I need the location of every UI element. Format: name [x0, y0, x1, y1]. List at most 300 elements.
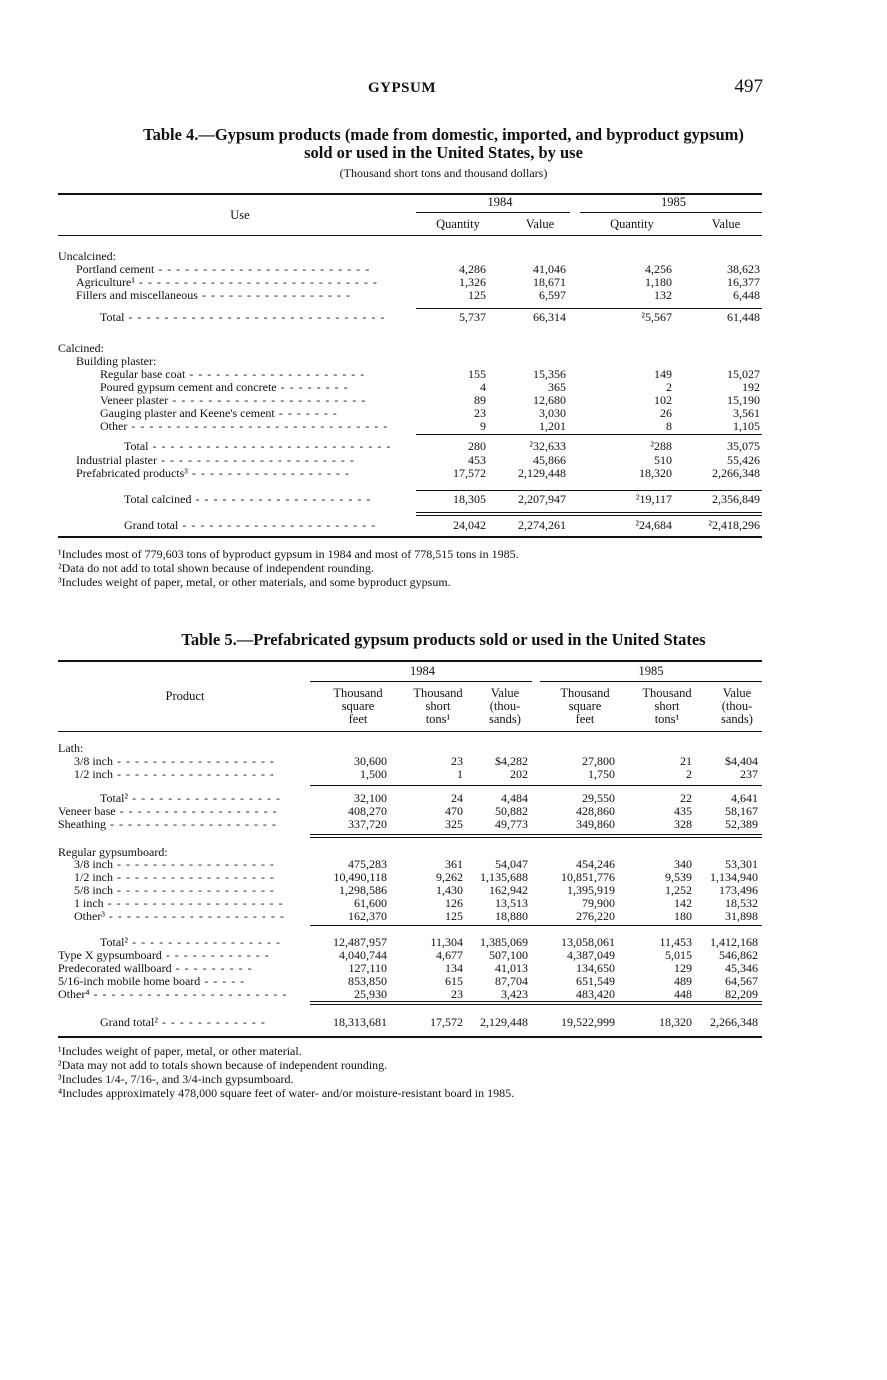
cell-value: 149: [654, 367, 672, 381]
row-label-text: Total: [100, 310, 125, 324]
table-4-col-value-1984: Value: [525, 217, 555, 231]
cell-value: 1: [457, 767, 463, 781]
cell-value: 162,370: [348, 909, 387, 923]
leader-dots: - - - - - - - - - - - - - - - - - - - - - -: [178, 518, 377, 532]
table-5-rule-grand-1: [310, 1001, 762, 1002]
cell-value: 162,942: [489, 883, 528, 897]
cell-value: 58,167: [725, 804, 758, 818]
table-row: [0, 910, 887, 923]
col-header-line: sands): [489, 712, 521, 726]
col-header-line: sands): [721, 712, 753, 726]
leader-dots: - - - - - - - - - - - - - - - - - - - - - - - -: [154, 262, 371, 276]
table-row: [0, 440, 887, 453]
cell-value: 18,880: [495, 909, 528, 923]
col-header-line: square: [341, 699, 375, 713]
col-header-line: feet: [575, 712, 595, 726]
cell-value: 337,720: [348, 817, 387, 831]
table-4-1985-rule: [580, 212, 762, 213]
cell-value: 19,522,999: [561, 1015, 615, 1029]
cell-value: 129: [674, 961, 692, 975]
table-5-footnote-4: ⁴Includes approximately 478,000 square feet of water- and/or moisture-resistant board in 1985.: [58, 1086, 515, 1100]
col-header-line: tons¹: [654, 712, 680, 726]
cell-value: 134: [445, 961, 463, 975]
cell-value: 470: [445, 804, 463, 818]
table-4-title-line2: sold or used in the United States, by use: [304, 143, 583, 162]
col-header-line: Thousand: [413, 686, 463, 700]
col-header-line: Thousand: [560, 686, 610, 700]
cell-value: 180: [674, 909, 692, 923]
row-label-text: 1/2 inch: [74, 767, 113, 781]
cell-value: $4,282: [495, 754, 528, 768]
cell-value: 61,448: [727, 310, 760, 324]
leader-dots: - - - - - - - - - - - - - - - - - - - - - - - - - - - - -: [127, 419, 389, 433]
cell-value: 507,100: [489, 948, 528, 962]
cell-value: 18,320: [639, 466, 672, 480]
cell-value: 16,377: [727, 275, 760, 289]
cell-value: 2,129,448: [480, 1015, 528, 1029]
leader-dots: - - - - - - - - - - - - - - - - - - - - - -: [168, 393, 367, 407]
col-header-line: (thou-: [489, 699, 521, 713]
cell-value: 26: [660, 406, 672, 420]
cell-value: 66,314: [533, 310, 566, 324]
cell-value: 22: [680, 791, 692, 805]
cell-value: 15,190: [727, 393, 760, 407]
cell-value: 50,882: [495, 804, 528, 818]
cell-value: 9: [480, 419, 486, 433]
leader-dots: - - - - - - - - - - - - - - - - - -: [113, 883, 275, 897]
cell-value: 448: [674, 987, 692, 1001]
col-header-line: (thou-: [721, 699, 753, 713]
row-label-text: 3/8 inch: [74, 754, 113, 768]
leader-dots: - - - - - - - - - - - - - - - - - - - - - - - - - - - - -: [124, 310, 386, 324]
table-5-year-1984: 1984: [410, 664, 435, 678]
table-5-1985-rule: [540, 681, 762, 682]
cell-value: 365: [548, 380, 566, 394]
leader-dots: - - - - - - - - - - - - - - - - - -: [113, 767, 275, 781]
running-header-title: GYPSUM: [368, 80, 436, 96]
row-label-text: 1/2 inch: [74, 870, 113, 884]
cell-value: 2,207,947: [518, 492, 566, 506]
table-4-rule-total-calcined: [416, 490, 762, 491]
cell-value: 134,650: [576, 961, 615, 975]
cell-value: 1,298,586: [339, 883, 387, 897]
table-row: [0, 818, 887, 831]
cell-value: 29,550: [582, 791, 615, 805]
cell-value: 853,850: [348, 974, 387, 988]
cell-value: 61,600: [354, 896, 387, 910]
table-4-footnote-3: ³Includes weight of paper, metal, or other materials, and some byproduct gypsum.: [58, 575, 451, 589]
cell-value: 408,270: [348, 804, 387, 818]
row-label-text: Industrial plaster: [76, 453, 157, 467]
cell-value: 349,860: [576, 817, 615, 831]
table-4-bottom-rule: [58, 536, 762, 538]
col-header-line: short: [654, 699, 680, 713]
leader-dots: - - - - - - - - - - - - - - - - - -: [113, 870, 275, 884]
cell-value: 52,389: [725, 817, 758, 831]
cell-value: 5,015: [665, 948, 692, 962]
leader-dots: - - - - -: [200, 974, 246, 988]
cell-value: 9,262: [436, 870, 463, 884]
cell-value: 2,266,348: [710, 1015, 758, 1029]
cell-value: ²288: [650, 439, 672, 453]
cell-value: 18,313,681: [333, 1015, 387, 1029]
row-label: [74, 768, 275, 781]
cell-value: 4,677: [436, 948, 463, 962]
row-label: [100, 1016, 266, 1029]
cell-value: ²32,633: [529, 439, 566, 453]
leader-dots: - - - - - - - - - - - - - - - - - - - - - - - - - - -: [148, 439, 392, 453]
cell-value: 1,105: [733, 419, 760, 433]
row-label: [58, 818, 277, 831]
table-row: [0, 467, 887, 480]
cell-value: 1,430: [436, 883, 463, 897]
leader-dots: - - - - - - - - - - - - - - - - -: [128, 791, 282, 805]
leader-dots: - - - - - - - - - - - -: [161, 948, 270, 962]
row-label-text: Grand total²: [100, 1015, 158, 1029]
cell-value: 1,500: [360, 767, 387, 781]
cell-value: 1,395,919: [567, 883, 615, 897]
cell-value: 15,027: [727, 367, 760, 381]
cell-value: 45,866: [533, 453, 566, 467]
leader-dots: - - - - - - - - - - - - - - - - - -: [115, 804, 278, 818]
cell-value: 435: [674, 804, 692, 818]
table-4-rule-grand-2: [416, 515, 762, 516]
table-5-col-product: Product: [165, 689, 205, 703]
cell-value: 4,256: [645, 262, 672, 276]
table-5-title: Table 5.—Prefabricated gypsum products sold or used in the United States: [181, 630, 706, 649]
cell-value: 4,641: [731, 791, 758, 805]
row-label: [58, 988, 287, 1001]
cell-value: 125: [445, 909, 463, 923]
cell-value: ²24,684: [635, 518, 672, 532]
cell-value: 23: [451, 754, 463, 768]
cell-value: 126: [445, 896, 463, 910]
table-4-rule-total-2: [416, 434, 762, 435]
cell-value: 38,623: [727, 262, 760, 276]
cell-value: 3,561: [733, 406, 760, 420]
row-label-text: Veneer base: [58, 804, 116, 818]
cell-value: 3,423: [501, 987, 528, 1001]
row-label-text: Prefabricated products³: [76, 466, 188, 480]
cell-value: 615: [445, 974, 463, 988]
cell-value: 27,800: [582, 754, 615, 768]
cell-value: 4,484: [501, 791, 528, 805]
cell-value: 6,597: [539, 288, 566, 302]
table-4-year-1985: 1985: [661, 195, 686, 209]
row-label-text: Building plaster:: [76, 354, 157, 368]
col-header-line: Thousand: [333, 686, 383, 700]
cell-value: 15,356: [533, 367, 566, 381]
col-header-line: tons¹: [425, 712, 451, 726]
row-label-text: Agriculture¹: [76, 275, 135, 289]
page-number: 497: [734, 76, 763, 97]
cell-value: 18,320: [659, 1015, 692, 1029]
table-row: [0, 988, 887, 1001]
cell-value: 2,356,849: [712, 492, 760, 506]
cell-value: 10,490,118: [333, 870, 387, 884]
row-label-text: Predecorated wallboard: [58, 961, 172, 975]
cell-value: 13,513: [495, 896, 528, 910]
cell-value: 483,420: [576, 987, 615, 1001]
row-label: [76, 289, 351, 302]
row-label-text: Total: [124, 439, 149, 453]
table-4-title-line1: Table 4.—Gypsum products (made from domestic, imported, and byproduct gypsum): [143, 125, 744, 144]
cell-value: 23: [451, 987, 463, 1001]
row-label-text: Total calcined: [124, 492, 192, 506]
cell-value: 192: [742, 380, 760, 394]
leader-dots: - - - - - - - - - - - - - - - - - -: [187, 466, 350, 480]
cell-value: 489: [674, 974, 692, 988]
leader-dots: - - - - - - - - - - - -: [157, 1015, 266, 1029]
cell-value: 125: [468, 288, 486, 302]
cell-value: 1,385,069: [480, 935, 528, 949]
leader-dots: - - - - - - - - - - - - - - - - - - - -: [103, 896, 284, 910]
cell-value: 510: [654, 453, 672, 467]
col-header-line: short: [425, 699, 451, 713]
cell-value: 30,600: [354, 754, 387, 768]
cell-value: 280: [468, 439, 486, 453]
col-header-line: square: [568, 699, 602, 713]
cell-value: 25,930: [354, 987, 387, 1001]
cell-value: 11,453: [659, 935, 692, 949]
cell-value: 102: [654, 393, 672, 407]
table-4-rule-grand-1: [416, 512, 762, 513]
row-label-text: Total²: [100, 791, 129, 805]
table-4-col-use: Use: [230, 208, 250, 222]
cell-value: 17,572: [453, 466, 486, 480]
cell-value: 23: [474, 406, 486, 420]
cell-value: 89: [474, 393, 486, 407]
table-5-top-rule: [58, 660, 762, 662]
leader-dots: - - - - - - - - - - - - - - - - - - - - - - - - - - -: [134, 275, 378, 289]
cell-value: 546,862: [719, 948, 758, 962]
cell-value: 2,266,348: [712, 466, 760, 480]
table-4-rule-total-1: [416, 308, 762, 309]
leader-dots: - - - - - - - - - - - - - - - - - - - - - -: [89, 987, 288, 1001]
cell-value: 41,013: [495, 961, 528, 975]
leader-dots: - - - - - - - - - - - - - - - - - - - -: [185, 367, 366, 381]
leader-dots: - - - - - - - - -: [171, 961, 253, 975]
cell-value: 1,135,688: [480, 870, 528, 884]
cell-value: 475,283: [348, 857, 387, 871]
col-header-line: feet: [348, 712, 368, 726]
cell-value: 276,220: [576, 909, 615, 923]
cell-value: 1,180: [645, 275, 672, 289]
table-4-header-rule: [58, 235, 762, 236]
row-label-text: 5/16-inch mobile home board: [58, 974, 201, 988]
cell-value: 8: [666, 419, 672, 433]
cell-value: 10,851,776: [561, 870, 615, 884]
table-5-rule-lath-total: [310, 785, 762, 786]
row-label: [100, 311, 385, 324]
cell-value: 1,750: [588, 767, 615, 781]
row-label-text: Regular gypsumboard:: [58, 845, 168, 859]
table-4-1984-rule: [416, 212, 570, 213]
cell-value: 453: [468, 453, 486, 467]
table-5-rule-board-total: [310, 925, 762, 926]
cell-value: 202: [510, 767, 528, 781]
cell-value: 454,246: [576, 857, 615, 871]
cell-value: 4: [480, 380, 486, 394]
cell-value: 12,487,957: [333, 935, 387, 949]
cell-value: 18,532: [725, 896, 758, 910]
row-label-text: Other: [100, 419, 128, 433]
table-4-col-value-1985: Value: [711, 217, 741, 231]
cell-value: 41,046: [533, 262, 566, 276]
cell-value: 127,110: [348, 961, 387, 975]
cell-value: 21: [680, 754, 692, 768]
leader-dots: - - - - - - - - - - - - - - - - - - - - - -: [156, 453, 355, 467]
cell-value: 651,549: [576, 974, 615, 988]
cell-value: 340: [674, 857, 692, 871]
table-5-footnote-1: ¹Includes weight of paper, metal, or other material.: [58, 1044, 302, 1058]
table-5-bottom-rule: [58, 1036, 762, 1038]
row-label: [74, 910, 285, 923]
cell-value: 18,671: [533, 275, 566, 289]
cell-value: 2: [686, 767, 692, 781]
row-label-text: Regular base coat: [100, 367, 186, 381]
row-label: [124, 519, 376, 532]
cell-value: 6,448: [733, 288, 760, 302]
row-label-text: Sheathing: [58, 817, 106, 831]
leader-dots: - - - - - - - - - - - - - - - - - - -: [106, 817, 277, 831]
table-5-header-rule: [58, 731, 762, 732]
cell-value: ²19,117: [635, 492, 672, 506]
leader-dots: - - - - - - - -: [276, 380, 349, 394]
cell-value: 82,209: [725, 987, 758, 1001]
row-label-text: Uncalcined:: [58, 249, 116, 263]
cell-value: 2,274,261: [518, 518, 566, 532]
table-row: [0, 1016, 887, 1029]
row-label-text: Other⁴: [58, 987, 90, 1001]
row-label-text: Total²: [100, 935, 129, 949]
col-header-line: Thousand: [642, 686, 692, 700]
leader-dots: - - - - - - - - - - - - - - - - - -: [113, 754, 275, 768]
cell-value: 32,100: [354, 791, 387, 805]
cell-value: 31,898: [725, 909, 758, 923]
row-label: [124, 493, 371, 506]
row-label: [124, 440, 391, 453]
row-label-text: 1 inch: [74, 896, 104, 910]
row-label-text: Veneer plaster: [100, 393, 169, 407]
cell-value: 1,201: [539, 419, 566, 433]
cell-value: 2,129,448: [518, 466, 566, 480]
cell-value: 328: [674, 817, 692, 831]
cell-value: 79,900: [582, 896, 615, 910]
cell-value: 9,539: [665, 870, 692, 884]
cell-value: 5,737: [459, 310, 486, 324]
row-label-text: Gauging plaster and Keene's cement: [100, 406, 275, 420]
cell-value: 1,134,940: [710, 870, 758, 884]
cell-value: 173,496: [719, 883, 758, 897]
row-label-text: Grand total: [124, 518, 179, 532]
cell-value: 24,042: [453, 518, 486, 532]
table-5-rule-sheathing-1: [310, 834, 762, 835]
table-5-footnote-3: ³Includes 1/4-, 7/16-, and 3/4-inch gypsumboard.: [58, 1072, 294, 1086]
table-row: [0, 311, 887, 324]
cell-value: 13,058,061: [561, 935, 615, 949]
cell-value: 18,305: [453, 492, 486, 506]
cell-value: 4,040,744: [339, 948, 387, 962]
cell-value: 64,567: [725, 974, 758, 988]
leader-dots: - - - - - - - - - - - - - - - - -: [128, 935, 282, 949]
cell-value: 142: [674, 896, 692, 910]
cell-value: 428,860: [576, 804, 615, 818]
cell-value: 1,412,168: [710, 935, 758, 949]
cell-value: 49,773: [495, 817, 528, 831]
table-row: [0, 519, 887, 532]
cell-value: 325: [445, 817, 463, 831]
col-header-line: Value: [722, 686, 752, 700]
row-label-text: Fillers and miscellaneous: [76, 288, 198, 302]
cell-value: 87,704: [495, 974, 528, 988]
row-label-text: 3/8 inch: [74, 857, 113, 871]
row-label-text: Other³: [74, 909, 105, 923]
row-label-text: Type X gypsumboard: [58, 948, 162, 962]
table-4-footnote-2: ²Data do not add to total shown because of independent rounding.: [58, 561, 374, 575]
row-label: [76, 467, 350, 480]
cell-value: 155: [468, 367, 486, 381]
row-label-text: 5/8 inch: [74, 883, 113, 897]
table-row: [0, 493, 887, 506]
cell-value: 132: [654, 288, 672, 302]
table-5-rule-sheathing-2: [310, 837, 762, 838]
cell-value: 237: [740, 767, 758, 781]
row-label-text: Poured gypsum cement and concrete: [100, 380, 277, 394]
leader-dots: - - - - - - - - - - - - - - - - - - - -: [191, 492, 372, 506]
cell-value: 2: [666, 380, 672, 394]
cell-value: 361: [445, 857, 463, 871]
table-4-subtitle: (Thousand short tons and thousand dollars): [339, 166, 548, 180]
cell-value: 1,326: [459, 275, 486, 289]
row-label-text: Portland cement: [76, 262, 155, 276]
cell-value: 35,075: [727, 439, 760, 453]
leader-dots: - - - - - - - - - - - - - - - - -: [197, 288, 351, 302]
cell-value: 1,252: [665, 883, 692, 897]
table-row: [0, 289, 887, 302]
cell-value: 45,346: [725, 961, 758, 975]
cell-value: 53,301: [725, 857, 758, 871]
table-row: [0, 420, 887, 433]
cell-value: 4,387,049: [567, 948, 615, 962]
cell-value: 11,304: [430, 935, 463, 949]
row-label-text: Lath:: [58, 741, 84, 755]
cell-value: 17,572: [430, 1015, 463, 1029]
cell-value: ²5,567: [641, 310, 672, 324]
cell-value: 12,680: [533, 393, 566, 407]
table-4-col-quantity-1985: Quantity: [610, 217, 654, 231]
table-4-col-quantity-1984: Quantity: [436, 217, 480, 231]
col-header-line: Value: [490, 686, 520, 700]
cell-value: 54,047: [495, 857, 528, 871]
row-label: [100, 420, 388, 433]
cell-value: $4,404: [725, 754, 758, 768]
cell-value: 55,426: [727, 453, 760, 467]
table-5-1984-rule: [310, 681, 532, 682]
cell-value: ²2,418,296: [708, 518, 760, 532]
table-5-footnote-2: ²Data may not add to totals shown because of independent rounding.: [58, 1058, 388, 1072]
leader-dots: - - - - - - - - - - - - - - - - - -: [113, 857, 275, 871]
leader-dots: - - - - - - -: [274, 406, 338, 420]
table-4-footnote-1: ¹Includes most of 779,603 tons of byproduct gypsum in 1984 and most of 778,515 tons in 1985.: [58, 547, 519, 561]
cell-value: 3,030: [539, 406, 566, 420]
cell-value: 4,286: [459, 262, 486, 276]
cell-value: 24: [451, 791, 463, 805]
table-5-year-1985: 1985: [638, 664, 664, 678]
table-5-rule-grand-2: [310, 1004, 762, 1005]
table-4-year-1984: 1984: [487, 195, 513, 209]
leader-dots: - - - - - - - - - - - - - - - - - - - -: [104, 909, 285, 923]
